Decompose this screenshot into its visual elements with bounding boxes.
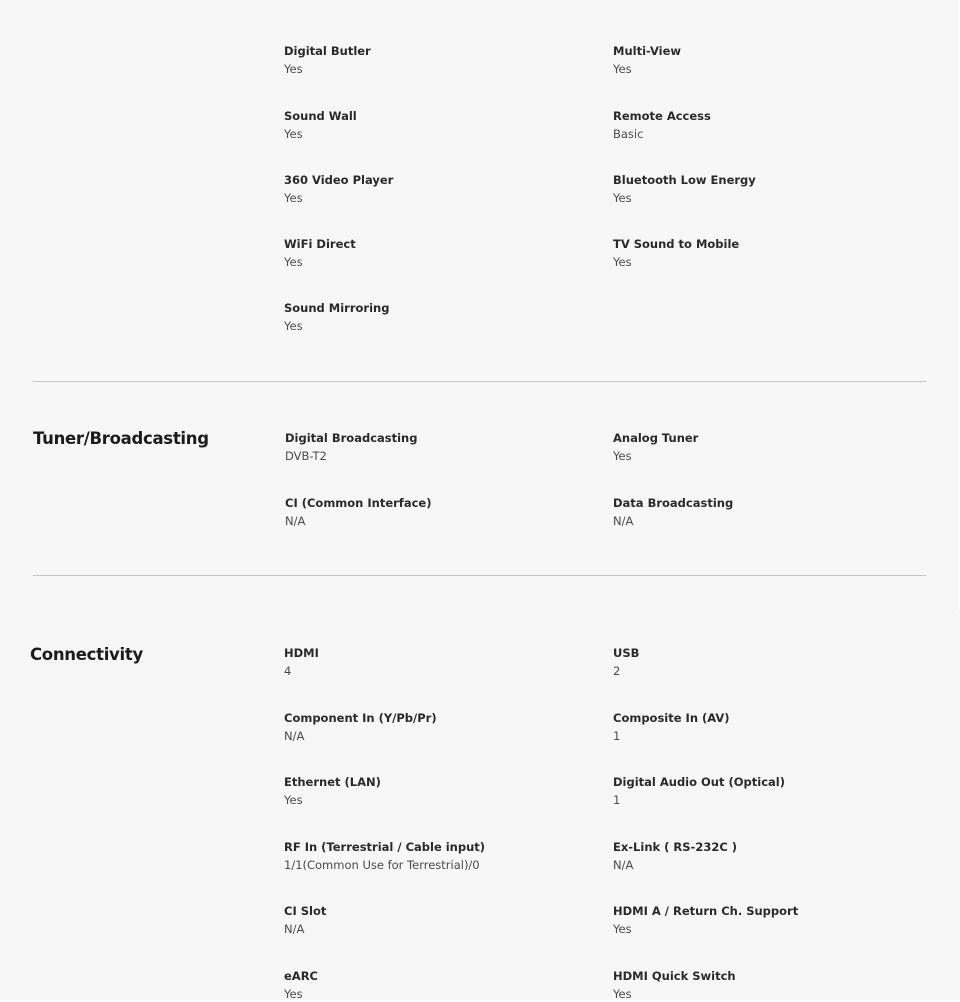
spec-item-ci-common-interface [285, 496, 585, 529]
spec-label: HDMI A / Return Ch. Support [613, 904, 799, 918]
section-divider [33, 575, 926, 576]
spec-label: Ethernet (LAN) [284, 775, 381, 789]
spec-item-ex-link [613, 840, 913, 873]
spec-value: Yes [613, 62, 632, 76]
spec-label: Analog Tuner [613, 431, 699, 445]
spec-item-tv-sound-to-mobile [613, 237, 913, 270]
spec-item-wifi-direct [284, 237, 584, 270]
spec-item-usb [613, 646, 913, 679]
spec-item-bluetooth-low-energy [613, 173, 913, 206]
spec-item-partial-left [284, 0, 584, 2]
spec-value: 1 [613, 793, 621, 807]
spec-value: N/A [284, 729, 305, 743]
spec-value: Yes [613, 987, 632, 1001]
spec-label: Component In (Y/Pb/Pr) [284, 711, 437, 725]
spec-label: Bluetooth Low Energy [613, 173, 756, 187]
spec-item-digital-broadcasting [285, 431, 585, 464]
spec-label: Ex-Link ( RS-232C ) [613, 840, 738, 854]
spec-value: N/A [284, 922, 305, 936]
spec-label: TV Sound to Mobile [613, 237, 740, 251]
spec-value: Yes [613, 449, 632, 463]
spec-value: 1/1(Common Use for Terrestrial)/0 [284, 858, 480, 872]
spec-value [284, 0, 584, 2]
spec-item-rf-in [284, 840, 584, 873]
spec-value: Yes [613, 255, 632, 269]
spec-item-sound-wall [284, 109, 584, 142]
spec-label: eARC [284, 969, 318, 983]
spec-item-data-broadcasting [613, 496, 913, 529]
spec-item-remote-access [613, 109, 913, 142]
spec-label: Sound Wall [284, 109, 357, 123]
spec-item-360-video-player [284, 173, 584, 206]
spec-label: CI Slot [284, 904, 327, 918]
spec-label: WiFi Direct [284, 237, 356, 251]
spec-value: N/A [613, 858, 634, 872]
spec-item-composite-in [613, 711, 913, 744]
spec-label: CI (Common Interface) [285, 496, 432, 510]
spec-value: DVB-T2 [285, 449, 327, 463]
spec-value: N/A [285, 514, 306, 528]
spec-value: 2 [613, 664, 621, 678]
spec-item-analog-tuner [613, 431, 913, 464]
spec-label: Digital Butler [284, 44, 371, 58]
spec-value: Basic [613, 127, 644, 141]
spec-value: Yes [613, 191, 632, 205]
spec-label: Composite In (AV) [613, 711, 730, 725]
spec-value: Yes [284, 319, 303, 333]
spec-item-partial-right [613, 0, 913, 2]
spec-item-digital-audio-out [613, 775, 913, 808]
spec-value: N/A [613, 514, 634, 528]
spec-label: Data Broadcasting [613, 496, 734, 510]
spec-label: USB [613, 646, 640, 660]
section-title-tuner: Tuner/Broadcasting [33, 429, 209, 448]
spec-label: HDMI Quick Switch [613, 969, 736, 983]
spec-item-hdmi-a-return-ch [613, 904, 913, 937]
spec-label: HDMI [284, 646, 319, 660]
spec-value: 4 [284, 664, 292, 678]
spec-label: Multi-View [613, 44, 682, 58]
spec-label: Digital Audio Out (Optical) [613, 775, 785, 789]
spec-item-digital-butler [284, 44, 584, 77]
spec-item-earc [284, 969, 584, 1002]
specs-panel-connectivity [0, 610, 960, 1000]
spec-value: Yes [284, 127, 303, 141]
spec-item-sound-mirroring [284, 301, 584, 334]
spec-label: 360 Video Player [284, 173, 394, 187]
spec-value: Yes [284, 191, 303, 205]
spec-value: Yes [284, 793, 303, 807]
spec-item-hdmi [284, 646, 584, 679]
section-divider [33, 381, 926, 382]
spec-item-multi-view [613, 44, 913, 77]
spec-label: Digital Broadcasting [285, 431, 418, 445]
spec-value: Yes [284, 62, 303, 76]
spec-value [613, 0, 913, 2]
spec-item-ethernet-lan [284, 775, 584, 808]
spec-item-component-in [284, 711, 584, 744]
spec-value: Yes [284, 255, 303, 269]
spec-value: 1 [613, 729, 621, 743]
section-title-connectivity: Connectivity [30, 645, 143, 664]
spec-label: Remote Access [613, 109, 711, 123]
spec-label: Sound Mirroring [284, 301, 390, 315]
spec-item-ci-slot [284, 904, 584, 937]
spec-value: Yes [284, 987, 303, 1001]
spec-item-hdmi-quick-switch [613, 969, 913, 1002]
spec-label: RF In (Terrestrial / Cable input) [284, 840, 486, 854]
spec-value: Yes [613, 922, 632, 936]
